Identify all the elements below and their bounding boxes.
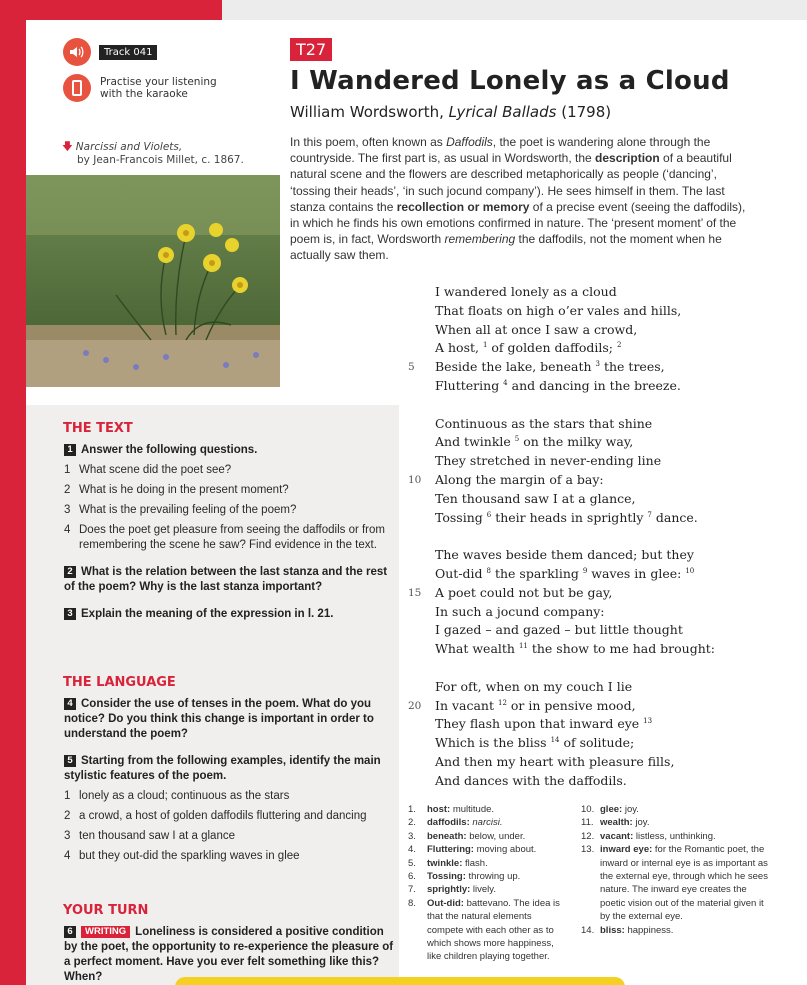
poem-line: 15 A poet could not but be gay,	[408, 584, 613, 600]
list-item: 4 Does the poet get pleasure from seeing the daffodils or from remembering the scene he saw? Find evidence in the text.	[64, 524, 385, 551]
poem-line: They flash upon that inward eye $^{13}$	[435, 716, 653, 732]
list-item: 2 What is he doing in the present moment?	[64, 484, 289, 496]
painting-caption: 🡇 Narcissi and Violets, by Jean-Francois Millet, c. 1867.	[62, 141, 244, 166]
list-item: 3 ten thousand saw I at a glance	[64, 830, 235, 842]
poem-line: Continuous as the stars that shine	[435, 415, 653, 431]
intro-paragraph: In this poem, often known as Daffodils, the poet is wandering alone through the countryside. The first part is, as usual in Wordsworth, the description of a beautiful natural scene and the flowers are described metaphorically as people (‘dancing’, ‘tossing their heads’, ‘in such jocund company’). He sees himself in them. The last stanza contains the recollection or memory of a precise event (seeing the daffodils), in which he finds his own emotions confirmed in nature. The ‘present moment’ of the poem is, in fact, Wordsworth remembering the daffodils, not the moment when he actually saw them.	[290, 135, 746, 263]
note-item: 7. sprightly: lively.	[408, 884, 496, 896]
poem-line: 20 In vacant $^{12}$ or in pensive mood,	[408, 697, 636, 713]
poem-line: That floats on high o’er vales and hills,	[435, 302, 682, 318]
speaker-icon[interactable]	[63, 38, 91, 66]
your-turn-question: 6 WRITING Loneliness is considered a positive condition by the poet, the opportunity to re-experience the pleasure of a perfect moment. Have you ever felt something like this? When?	[64, 926, 394, 983]
poem-line: Tossing $^6$ their heads in sprightly $^7$ dance.	[435, 509, 698, 525]
note-item: 14. bliss: happiness.	[581, 924, 674, 936]
subtitle: William Wordsworth, Lyrical Ballads (1798)	[290, 103, 612, 121]
poem-line: In such a jocund company:	[435, 603, 605, 619]
note-item: 1. host: multitude.	[408, 804, 495, 815]
poem-line: 10 Along the margin of a bay:	[408, 471, 604, 487]
karaoke-text: Practise your listening with the karaoke	[100, 76, 217, 100]
your-turn-heading: YOUR TURN	[63, 903, 149, 918]
poem-line: Out-did $^8$ the sparkling $^9$ waves in glee: $^{10}$	[435, 565, 695, 581]
note-item: 8. Out-did: battevano. The idea is that the natural elements compete with each other as to which shows more happiness, like children playing together.	[408, 897, 560, 963]
the-text-questions: 1 Answer the following questions. 1 What scene did the poet see? 2 What is he doing in the present moment? 3 What is the prevailing feeling of the poem? 4 Does the poet get pleasure from seeing the daffodils or from remembering the scene he saw? Find evidence in the text. 2 What is the relation between the last stanza and the rest of the poem? Why is the last stanza important? 3 Explain the meaning of the expression in l. 21.	[64, 443, 394, 622]
poem-line: And twinkle $^5$ on the milky way,	[435, 434, 634, 450]
list-item: 3 What is the prevailing feeling of the poem?	[64, 504, 297, 516]
note-item: 11. wealth: joy.	[581, 817, 650, 829]
poem-line: The waves beside them danced; but they	[435, 547, 694, 563]
phone-icon[interactable]	[63, 74, 91, 102]
page-title: I Wandered Lonely as a Cloud	[290, 66, 730, 96]
track-label: Track 041	[99, 45, 157, 60]
left-red-margin	[0, 0, 26, 985]
note-item: 3. beneath: below, under.	[408, 830, 526, 842]
poem-line: I wandered lonely as a cloud	[435, 284, 617, 299]
poem-line: They stretched in never-ending line	[435, 453, 662, 469]
poem-line: And dances with the daffodils.	[435, 772, 627, 788]
poem-line: And then my heart with pleasure fills,	[435, 753, 675, 769]
yellow-footer-tab	[175, 977, 625, 985]
note-item: 6. Tossing: throwing up.	[408, 871, 521, 883]
poem-line: I gazed – and gazed – but little thought	[435, 622, 683, 638]
top-red-band	[0, 0, 222, 20]
the-language-questions: 4 Consider the use of tenses in the poem. What do you notice? Do you think this change is important in order to understand the poem? 5 Starting from the following examples, identify the main stylistic features of the poem. 1 lonely as a cloud; continuous as the stars 2 a crowd, a host of golden daffodils fluttering and dancing 3 ten thousand saw I at a glance 4 but they out-did the sparkling waves in glee	[64, 697, 394, 864]
poem-line: Which is the bliss $^{14}$ of solitude;	[435, 735, 635, 751]
note-item: 5. twinkle: flash.	[408, 857, 488, 869]
karaoke-link[interactable]	[63, 74, 220, 102]
daffodils-painting	[26, 175, 280, 387]
poem-line: A host, $^1$ of golden daffodils; $^2$	[435, 340, 622, 356]
note-item: 12. vacant: listless, unthinking.	[581, 830, 716, 842]
poem-line: 5 Beside the lake, beneath $^3$ the trees,	[408, 359, 665, 375]
the-text-heading: THE TEXT	[63, 421, 133, 436]
list-item: 1 What scene did the poet see?	[64, 464, 232, 476]
poem-line: What wealth $^{11}$ the show to me had brought:	[435, 641, 716, 657]
arrow-down-icon: 🡇	[62, 141, 73, 153]
top-grey-band	[222, 0, 807, 20]
note-item: 4. Fluttering: moving about.	[408, 844, 537, 856]
list-item: 2 a crowd, a host of golden daffodils fluttering and dancing	[64, 810, 367, 822]
list-item: 1 lonely as a cloud; continuous as the stars	[64, 790, 290, 802]
poem-line: Ten thousand saw I at a glance,	[435, 490, 636, 506]
audio-track[interactable]	[63, 38, 157, 66]
poem-line: Fluttering $^4$ and dancing in the breeze.	[435, 377, 681, 393]
note-item: 2. daffodils: narcisi.	[408, 817, 503, 829]
note-item: 13. inward eye: for the Romantic poet, the inward or internal eye is as important as the external eye, through which he sees nature. The inward eye creates the poetic vision out of the material given it by the external eye.	[581, 844, 768, 923]
list-item: 4 but they out-did the sparkling waves in glee	[64, 850, 300, 862]
poem	[405, 283, 795, 791]
text-tag: T27	[290, 38, 332, 61]
poem-line: When all at once I saw a crowd,	[435, 321, 638, 337]
the-language-heading: THE LANGUAGE	[63, 675, 176, 690]
note-item: 10. glee: joy.	[581, 804, 639, 815]
poem-line: For oft, when on my couch I lie	[435, 678, 633, 694]
